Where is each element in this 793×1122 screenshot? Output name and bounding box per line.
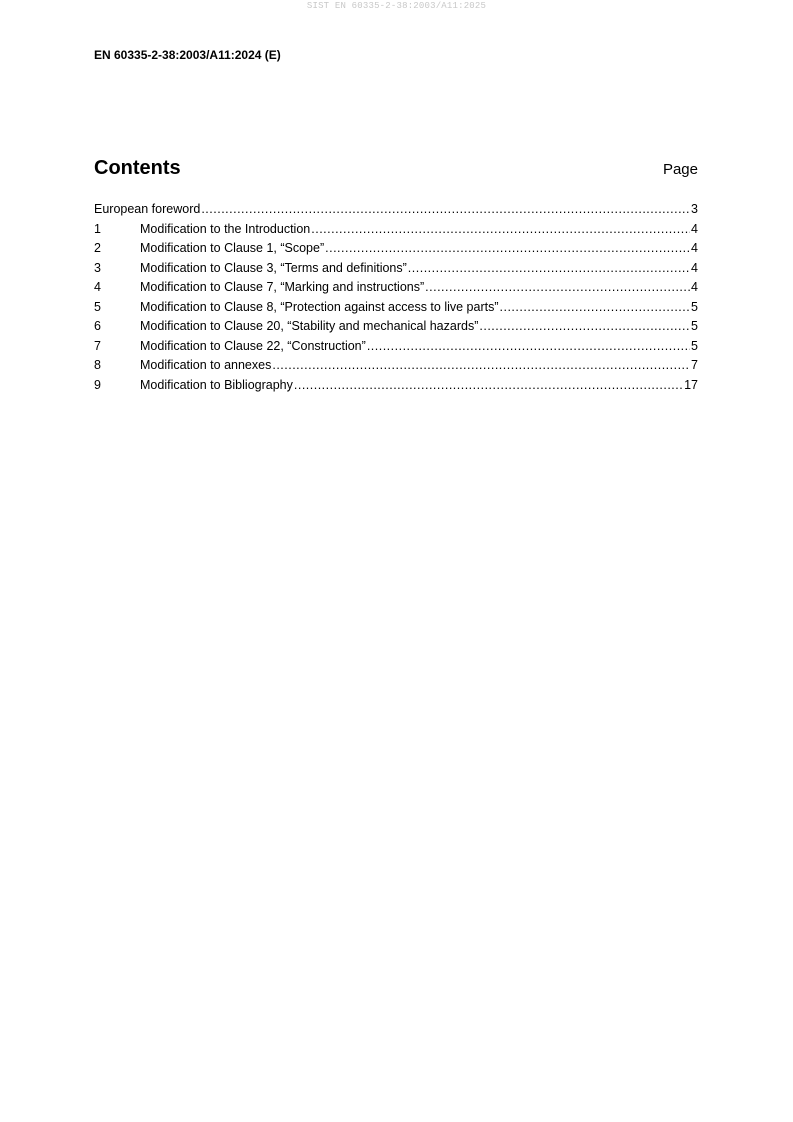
- toc-entry-page: 4: [691, 280, 698, 294]
- toc-entry-number: 8: [94, 358, 101, 372]
- toc-entry-title: Modification to the Introduction: [140, 221, 311, 236]
- contents-title: Contents: [94, 157, 181, 179]
- toc-entry[interactable]: [94, 259, 698, 279]
- toc-leader-dots: [479, 317, 690, 337]
- toc-leader-dots: [425, 278, 690, 298]
- toc-entry-number: 7: [94, 338, 101, 353]
- toc-entry-title: Modification to Clause 22, “Construction”: [140, 338, 366, 353]
- toc-entry-title: Modification to Clause 1, “Scope”: [140, 241, 325, 255]
- toc-entry-number: 3: [94, 260, 101, 275]
- watermark: SIST EN 60335-2-38:2003/A11:2025: [306, 1, 487, 11]
- toc-entry-foreword[interactable]: [94, 200, 698, 220]
- toc-entry-title: Modification to Bibliography: [140, 377, 293, 392]
- toc-entry[interactable]: [94, 239, 698, 259]
- toc-entry[interactable]: [94, 298, 698, 318]
- toc-entry-number: 6: [94, 319, 101, 333]
- toc-entry[interactable]: [94, 317, 698, 337]
- toc-entry-number: 2: [94, 241, 101, 255]
- toc-entry-page: 5: [691, 319, 698, 333]
- page-column-label: Page: [662, 161, 698, 178]
- toc-entry-title: Modification to Clause 8, “Protection against access to live parts”: [140, 299, 499, 314]
- toc-entry-number: 4: [94, 280, 101, 294]
- toc-entry[interactable]: [94, 337, 698, 357]
- toc-entry-page: 17: [684, 377, 698, 392]
- toc-entry-number: 5: [94, 299, 101, 314]
- toc-entry[interactable]: [94, 278, 698, 298]
- toc-leader-dots: [294, 376, 683, 396]
- toc-entry-page: 3: [691, 202, 698, 216]
- toc-leader-dots: [325, 239, 690, 259]
- toc-entry-title: Modification to annexes: [140, 358, 272, 372]
- table-of-contents: [94, 200, 698, 395]
- toc-entry-title: Modification to Clause 20, “Stability and mechanical hazards”: [140, 319, 479, 333]
- toc-entry-page: 7: [691, 358, 698, 372]
- document-header: EN 60335-2-38:2003/A11:2024 (E): [94, 48, 281, 62]
- toc-entry-number: 9: [94, 377, 101, 392]
- toc-entry-title: Modification to Clause 7, “Marking and instructions”: [140, 280, 425, 294]
- toc-leader-dots: [201, 200, 690, 220]
- toc-entry-page: 4: [691, 241, 698, 255]
- toc-entry[interactable]: [94, 376, 698, 396]
- toc-leader-dots: [408, 259, 690, 279]
- toc-leader-dots: [367, 337, 690, 357]
- toc-entry-page: 5: [691, 299, 698, 314]
- toc-entry-title: Modification to Clause 3, “Terms and definitions”: [140, 260, 407, 275]
- toc-leader-dots: [500, 298, 691, 318]
- toc-entry-page: 4: [691, 221, 698, 236]
- toc-entry-number: 1: [94, 221, 101, 236]
- toc-entry-page: 5: [691, 338, 698, 353]
- toc-entry-title: European foreword: [94, 202, 201, 216]
- toc-entry[interactable]: [94, 220, 698, 240]
- toc-leader-dots: [311, 220, 690, 240]
- toc-leader-dots: [272, 356, 690, 376]
- toc-entry[interactable]: [94, 356, 698, 376]
- toc-entry-page: 4: [691, 260, 698, 275]
